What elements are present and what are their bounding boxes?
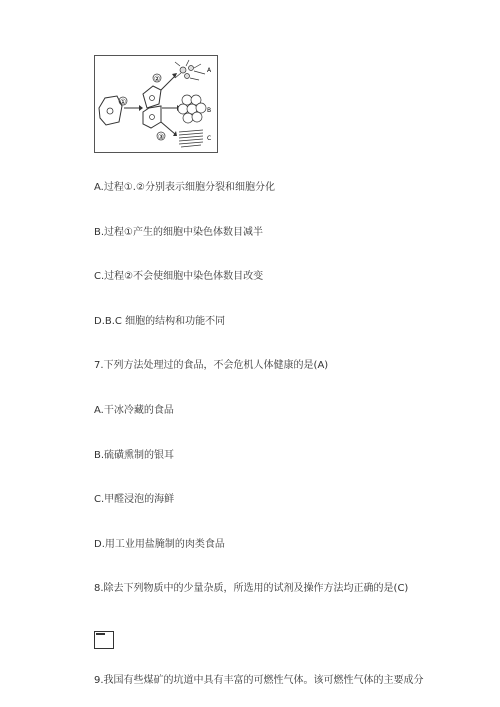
cell-diagram [95,56,219,154]
arrow-to-a [161,76,175,90]
placeholder-bar [96,633,105,635]
q6-option-a: A.过程①.②分别表示细胞分裂和细胞分化 [94,182,275,193]
placeholder-image-icon [94,631,114,649]
cell-process-figure [94,55,218,153]
q7-option-b: B.硫磺熏制的银耳 [94,450,175,461]
q7-option-c: C.甲醛浸泡的海鲜 [94,494,175,505]
step-2-label: ② [153,75,161,83]
cell-type-c [179,130,203,147]
label-c: C [207,135,212,142]
q6-option-b: B.过程①产生的细胞中染色体数目减半 [94,227,264,238]
cell-type-a [175,60,205,80]
q7-option-d: D.用工业用盐腌制的肉类食品 [94,539,225,550]
cell-type-b [178,95,206,123]
step-1-label: ① [119,98,127,106]
q9-stem: 9.我国有些煤矿的坑道中具有丰富的可燃性气体。该可燃性气体的主要成分 [94,675,424,686]
label-a: A [207,67,212,74]
q8-stem: 8.除去下列物质中的少量杂质，所选用的试剂及操作方法均正确的是(C) [94,583,409,594]
step-3-label: ③ [157,133,165,141]
label-b: B [207,107,212,114]
divided-cell-bottom [143,106,161,128]
q6-option-c: C.过程②不会使细胞中染色体数目改变 [94,271,264,282]
q7-option-a: A.干冰冷藏的食品 [94,405,174,416]
q7-stem: 7.下列方法处理过的食品，不会危机人体健康的是(A) [94,360,329,371]
divided-cell-top [143,86,161,108]
q6-option-d: D.B.C 细胞的结构和功能不同 [94,316,226,327]
start-cell [99,96,122,125]
